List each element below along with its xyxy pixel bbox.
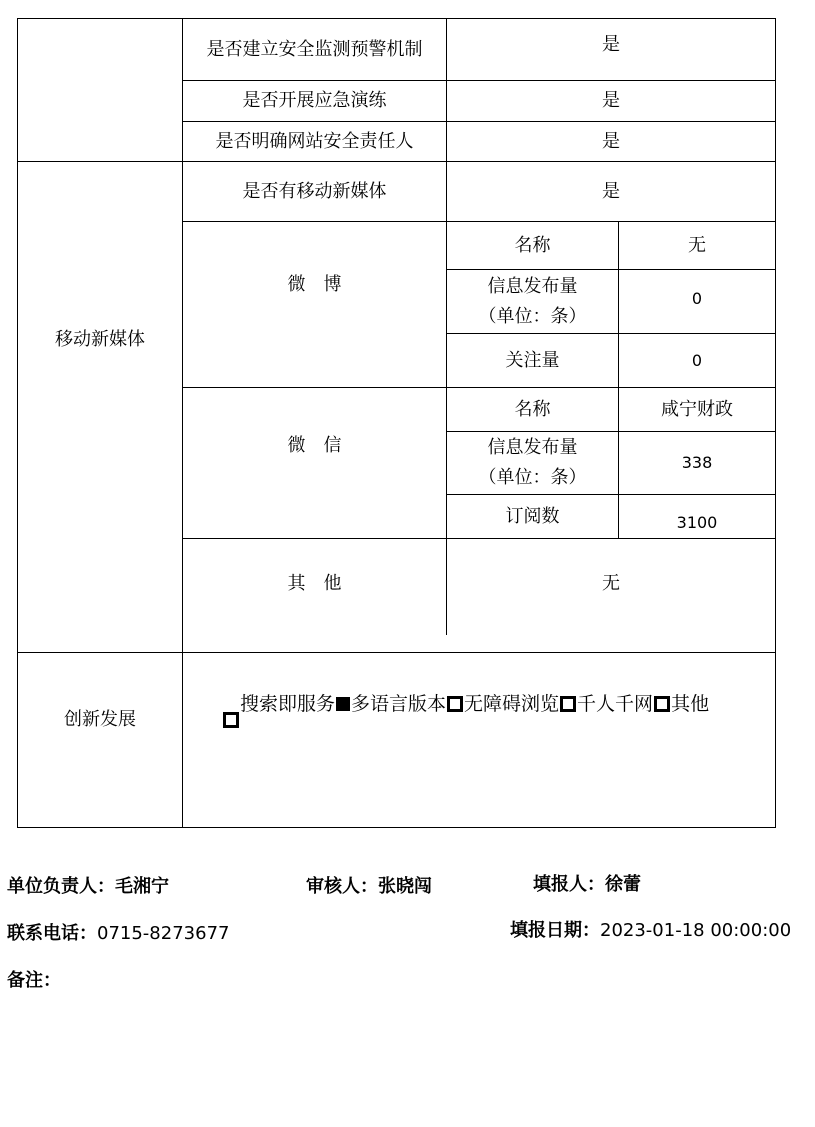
mobile-section-label: 移动新媒体 xyxy=(55,329,145,350)
option-personalized: 千人千网 xyxy=(577,693,654,715)
reviewer-value: 张晓闯 xyxy=(378,876,432,897)
wechat-name-label: 名称 xyxy=(514,398,551,420)
weibo-followers-label: 关注量 xyxy=(505,349,560,371)
weibo-name-value: 无 xyxy=(688,234,706,256)
monitoring-label: 是否建立安全监测预警机制 xyxy=(206,38,423,60)
unit-head-label: 单位负责人： xyxy=(7,876,115,897)
checkbox-search-service[interactable] xyxy=(223,712,239,728)
weibo-followers-value: 0 xyxy=(691,350,703,370)
filler-label: 填报人： xyxy=(533,874,605,895)
responsible-label: 是否明确网站安全责任人 xyxy=(215,130,414,152)
wechat-subscribers-label: 订阅数 xyxy=(505,505,560,527)
weibo-name-label: 名称 xyxy=(514,234,551,256)
checkbox-other[interactable] xyxy=(654,696,670,712)
responsible-value: 是 xyxy=(602,130,620,152)
date xyxy=(510,916,791,942)
innovation-label: 创新发展 xyxy=(64,708,136,730)
other-label: 其 他 xyxy=(287,573,342,594)
weibo-label: 微 博 xyxy=(287,273,342,295)
wechat-posts-value: 338 xyxy=(681,453,713,472)
phone-value: 0715-8273677 xyxy=(97,923,230,944)
checkbox-accessibility[interactable] xyxy=(447,696,463,712)
monitoring-value: 是 xyxy=(602,34,620,55)
reviewer xyxy=(306,872,432,898)
drill-label: 是否开展应急演练 xyxy=(242,90,387,111)
drill-value: 是 xyxy=(602,90,620,111)
option-search-service: 搜索即服务 xyxy=(240,693,336,715)
other-value: 无 xyxy=(602,573,620,594)
table-border-right xyxy=(775,18,776,828)
filler xyxy=(533,870,641,896)
date-label: 填报日期： xyxy=(510,920,600,941)
option-other: 其他 xyxy=(671,693,710,715)
checkbox-multilingual[interactable] xyxy=(336,697,350,711)
weibo-posts-label: 信息发布量（单位：条） xyxy=(478,275,587,327)
remarks-label: 备注： xyxy=(7,970,61,991)
wechat-posts-label: 信息发布量（单位：条） xyxy=(478,437,587,488)
innovation-options xyxy=(222,688,770,728)
weibo-posts-value: 0 xyxy=(691,289,703,308)
phone-label: 联系电话： xyxy=(7,923,97,944)
option-multilingual: 多语言版本 xyxy=(351,693,447,715)
wechat-label: 微 信 xyxy=(287,434,342,456)
has-mobile-label: 是否有移动新媒体 xyxy=(242,180,387,202)
wechat-subscribers-value: 3100 xyxy=(676,512,718,532)
wechat-name-value: 咸宁财政 xyxy=(661,398,733,420)
phone xyxy=(7,919,229,945)
date-value: 2023-01-18 00:00:00 xyxy=(600,920,792,941)
unit-head-value: 毛湘宁 xyxy=(115,876,169,897)
reviewer-label: 审核人： xyxy=(306,876,378,897)
unit-head xyxy=(7,872,169,898)
has-mobile-value: 是 xyxy=(602,180,620,202)
table-border-bottom xyxy=(17,827,776,828)
option-accessibility: 无障碍浏览 xyxy=(464,693,560,715)
checkbox-personalized[interactable] xyxy=(560,696,576,712)
filler-value: 徐蕾 xyxy=(605,874,641,895)
